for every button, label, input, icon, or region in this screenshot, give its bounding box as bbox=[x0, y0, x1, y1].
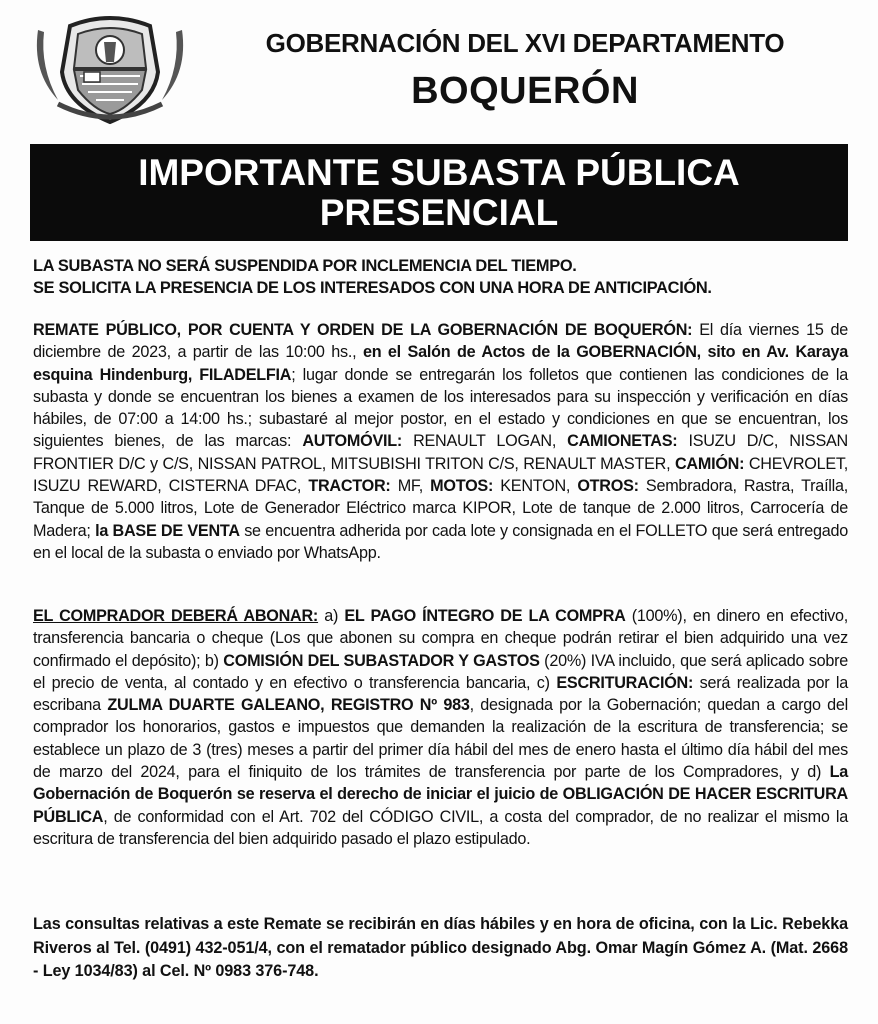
title-banner bbox=[30, 144, 848, 241]
p1-automovil: RENAULT LOGAN, bbox=[402, 432, 568, 451]
p1-label-tractor: TRACTOR: bbox=[308, 477, 391, 496]
p2-text5: , de conformidad con el Art. 702 del CÓDIGO CIVIL, a costa del comprador, de no realizar el mismo la escritura de transferencia del bien adquirido pasado el plazo estipulado. bbox=[33, 807, 848, 848]
header-title: GOBERNACIÓN DEL XVI DEPARTAMENTO bbox=[265, 28, 785, 58]
p1-label-otros: OTROS: bbox=[577, 477, 639, 496]
p2-escribana: ZULMA DUARTE GALEANO, REGISTRO Nº 983 bbox=[107, 696, 470, 715]
p1-camionetas: ISUZU D/C, NISSAN FRONTIER D/C y C/S, NISSAN PATROL, MITSUBISHI TRITON C/S, RENAULT MASTER, bbox=[33, 432, 848, 473]
p2-text4: , designada por la Gobernación; quedan a cargo del comprador los honorarios, gastos e impuestos que demanden la realización de la escritura de transferencia; se establece un plazo de 3 (tres) meses a partir del primer día hábil del mes de enero hasta el último día hábil del mes de marzo del 2024, para el finiquito de los trámites de transferencia por parte de los Compradores, y d) bbox=[33, 696, 849, 782]
p2-escrituracion: ESCRITURACIÓN: bbox=[556, 673, 694, 692]
payment-terms-paragraph bbox=[33, 605, 848, 850]
department-crest-icon bbox=[30, 12, 190, 127]
p1-label-motos: MOTOS: bbox=[430, 477, 494, 496]
p1-camion: CHEVROLET, ISUZU REWARD, CISTERNA DFAC, bbox=[33, 454, 848, 496]
p1-heading: REMATE PÚBLICO, POR CUENTA Y ORDEN DE LA GOBERNACIÓN DE BOQUERÓN: bbox=[33, 321, 693, 339]
p2-pago-integro: EL PAGO ÍNTEGRO DE LA COMPRA bbox=[344, 607, 626, 625]
weather-notice bbox=[33, 255, 848, 299]
notice-line2: SE SOLICITA LA PRESENCIA DE LOS INTERESADOS CON UNA HORA DE ANTICIPACIÓN. bbox=[33, 279, 712, 297]
p1-label-automovil: AUTOMÓVIL: bbox=[302, 432, 403, 451]
p1-otros: Sembradora, Rastra, Traílla, Tanque de 5.000 litros, Lote de Generador Eléctrico marca KIPOR, Lote de tanque de 2.000 litros, Carrocería de Madera; bbox=[33, 477, 849, 540]
p2-comision: COMISIÓN DEL SUBASTADOR Y GASTOS bbox=[223, 651, 540, 670]
p1-motos: KENTON, bbox=[493, 477, 578, 496]
p1-label-camionetas: CAMIONETAS: bbox=[567, 432, 678, 451]
p1-base-venta: la BASE DE VENTA bbox=[95, 521, 240, 540]
p2-text2: (20%) IVA incluido, que será aplicado sobre el precio de venta, al contado y en efectivo o transferencia bancaria, c) bbox=[33, 651, 848, 692]
p2-heading: EL COMPRADOR DEBERÁ ABONAR: bbox=[33, 607, 319, 625]
p1-tractor: MF, bbox=[390, 477, 431, 496]
p2-a: a) bbox=[318, 607, 345, 625]
auction-details-paragraph bbox=[33, 319, 848, 564]
p1-venue: en el Salón de Actos de la GOBERNACIÓN, sito en Av. Karaya esquina Hindenburg, FILADELFIA bbox=[33, 343, 848, 384]
notice-line1: LA SUBASTA NO SERÁ SUSPENDIDA POR INCLEMENCIA DEL TIEMPO. bbox=[33, 257, 577, 275]
contact-paragraph: Las consultas relativas a este Remate se recibirán en días hábiles y en hora de oficina, con la Lic. Rebekka Riveros al Tel. (0491) 432-051/4, con el rematador público designado Abg. Omar Magín Gómez A. (Mat. 2668 - Ley 1034/83) al Cel. Nº 0983 376-748. bbox=[33, 915, 848, 980]
p1-label-camion: CAMIÓN: bbox=[674, 454, 745, 473]
p2-reserva: La Gobernación de Boquerón se reserva el derecho de iniciar el juicio de OBLIGACIÓN DE HACER ESCRITURA PÚBLICA bbox=[33, 763, 848, 826]
p2-text1: (100%), en dinero en efectivo, transferencia bancaria o cheque (Los que abonen su compra en cheque podrán retirar el bien adquirido una vez confirmado el depósito); b) bbox=[33, 607, 849, 670]
p1-date: El día viernes 15 de diciembre de 2023, a partir de las 10:00 hs., bbox=[33, 321, 849, 362]
p2-text3: será realizada por la escribana bbox=[33, 673, 848, 715]
p1-text: ; lugar donde se entregarán los folletos que contienen las condiciones de la subasta y donde se encuentran los bienes a examen de los interesados para su inspección y verificación en días hábiles, de 07:00 a 14:00 hs.; subastaré al mejor postor, en el estado y condiciones en que se encuentran, los siguientes bienes, de las marcas: bbox=[33, 365, 848, 451]
p1-closing: se encuentra adherida por cada lote y consignada en el FOLLETO que será entregado en el local de la subasta o enviado por WhatsApp. bbox=[33, 521, 848, 562]
banner-title-line1: IMPORTANTE SUBASTA PÚBLICA bbox=[138, 152, 740, 193]
banner-title-line2: PRESENCIAL bbox=[319, 192, 559, 233]
header-department-name: BOQUERÓN bbox=[411, 70, 639, 112]
